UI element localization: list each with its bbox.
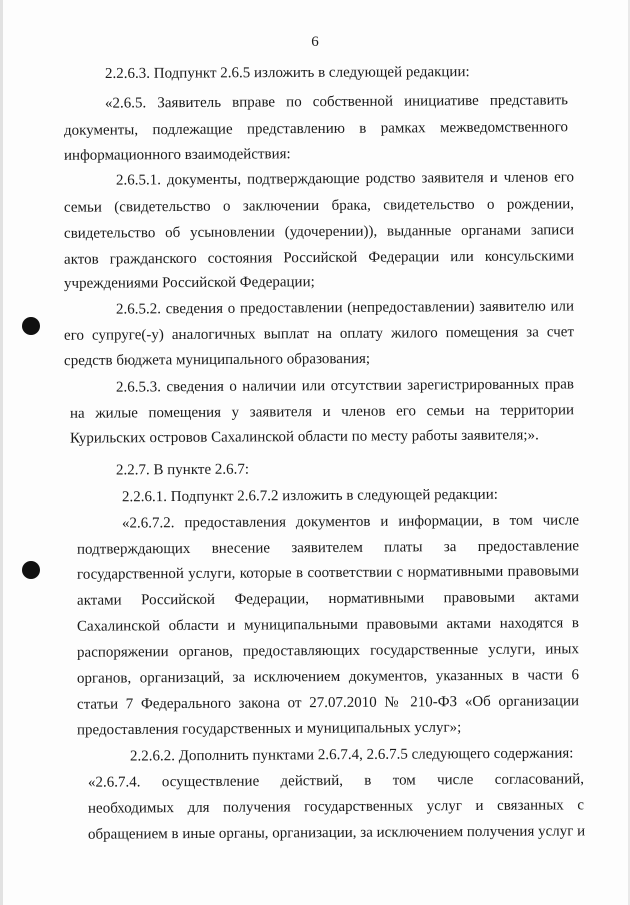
text-line: учреждениями Российской Федерации; xyxy=(63,274,315,292)
text-line: информационного взаимодействия: xyxy=(63,146,291,164)
text-line: необходимых для получения государственных услуг и связанных с xyxy=(87,797,585,817)
text-line: Курильских островов Сахалинской области по месту работы заявителя;». xyxy=(69,427,539,447)
text-line: на жилые помещения у заявителя и членов его семьи на территории xyxy=(69,402,575,422)
punch-hole-bottom xyxy=(22,561,40,579)
text-line: «2.6.7.2. предоставления документов и информации, в том числе xyxy=(121,512,580,532)
text-line: средств бюджета муниципального образования; xyxy=(63,350,371,370)
text-line: статьи 7 Федерального закона от 27.07.2010 № 210-ФЗ «Об организации xyxy=(76,693,580,713)
text-line: 2.2.6.3. Подпункт 2.6.5 изложить в следующей редакции: xyxy=(104,64,470,82)
text-line: актами Российской Федерации, нормативными правовыми актами xyxy=(76,589,580,609)
text-line: государственной услуги, которые в соответствии с нормативными правовыми xyxy=(76,563,580,583)
text-line: 2.6.5.3. сведения о наличии или отсутствии зарегистрированных прав xyxy=(115,376,575,396)
text-line: обращением в иные органы, организации, за исключением получения услуг и xyxy=(87,823,586,843)
text-line: Сахалинской области и муниципальными правовыми актами находятся в xyxy=(76,615,580,635)
text-line: семьи (свидетельство о заключении брака, свидетельство о рождении, xyxy=(63,196,575,216)
text-line: предоставления государственных и муниципальных услуг»; xyxy=(76,719,462,739)
text-line: актов гражданского состояния Российской Федерации или консульскими xyxy=(63,248,575,268)
scan-edge-left xyxy=(0,0,3,905)
text-line: распоряжении органов, предоставляющих государственные услуги, иных xyxy=(76,641,580,661)
text-line: его супруге(-у) аналогичных выплат на оплату жилого помещения за счет xyxy=(63,324,575,344)
text-line: документы, подлежащие представлению в рамках межведомственного xyxy=(63,119,569,139)
text-line: «2.6.5. Заявитель вправе по собственной инициативе представить xyxy=(104,92,569,112)
text-line: 2.2.7. В пункте 2.6.7: xyxy=(115,461,250,479)
text-line: 2.6.5.1. документы, подтверждающие родство заявителя и членов его xyxy=(115,169,575,189)
punch-hole-top xyxy=(22,317,40,335)
text-line: подтверждающих внесение заявителем платы за предоставление xyxy=(76,538,580,558)
text-line: свидетельство об усыновлении (удочерении)), выданные органами записи xyxy=(63,222,575,242)
text-line: органов, организаций, за исключением документов, указанных в части 6 xyxy=(76,667,580,687)
text-line: 2.6.5.2. сведения о предоставлении (непредоставлении) заявителю или xyxy=(115,298,575,318)
page-number: 6 xyxy=(311,34,319,50)
text-line: 2.2.6.2. Дополнить пунктами 2.6.7.4, 2.6.7.5 следующего содержания: xyxy=(129,745,574,765)
text-line: 2.2.6.1. Подпункт 2.6.7.2 изложить в следующей редакции: xyxy=(121,486,498,506)
text-line: «2.6.7.4. осуществление действий, в том числе согласований, xyxy=(87,771,585,791)
